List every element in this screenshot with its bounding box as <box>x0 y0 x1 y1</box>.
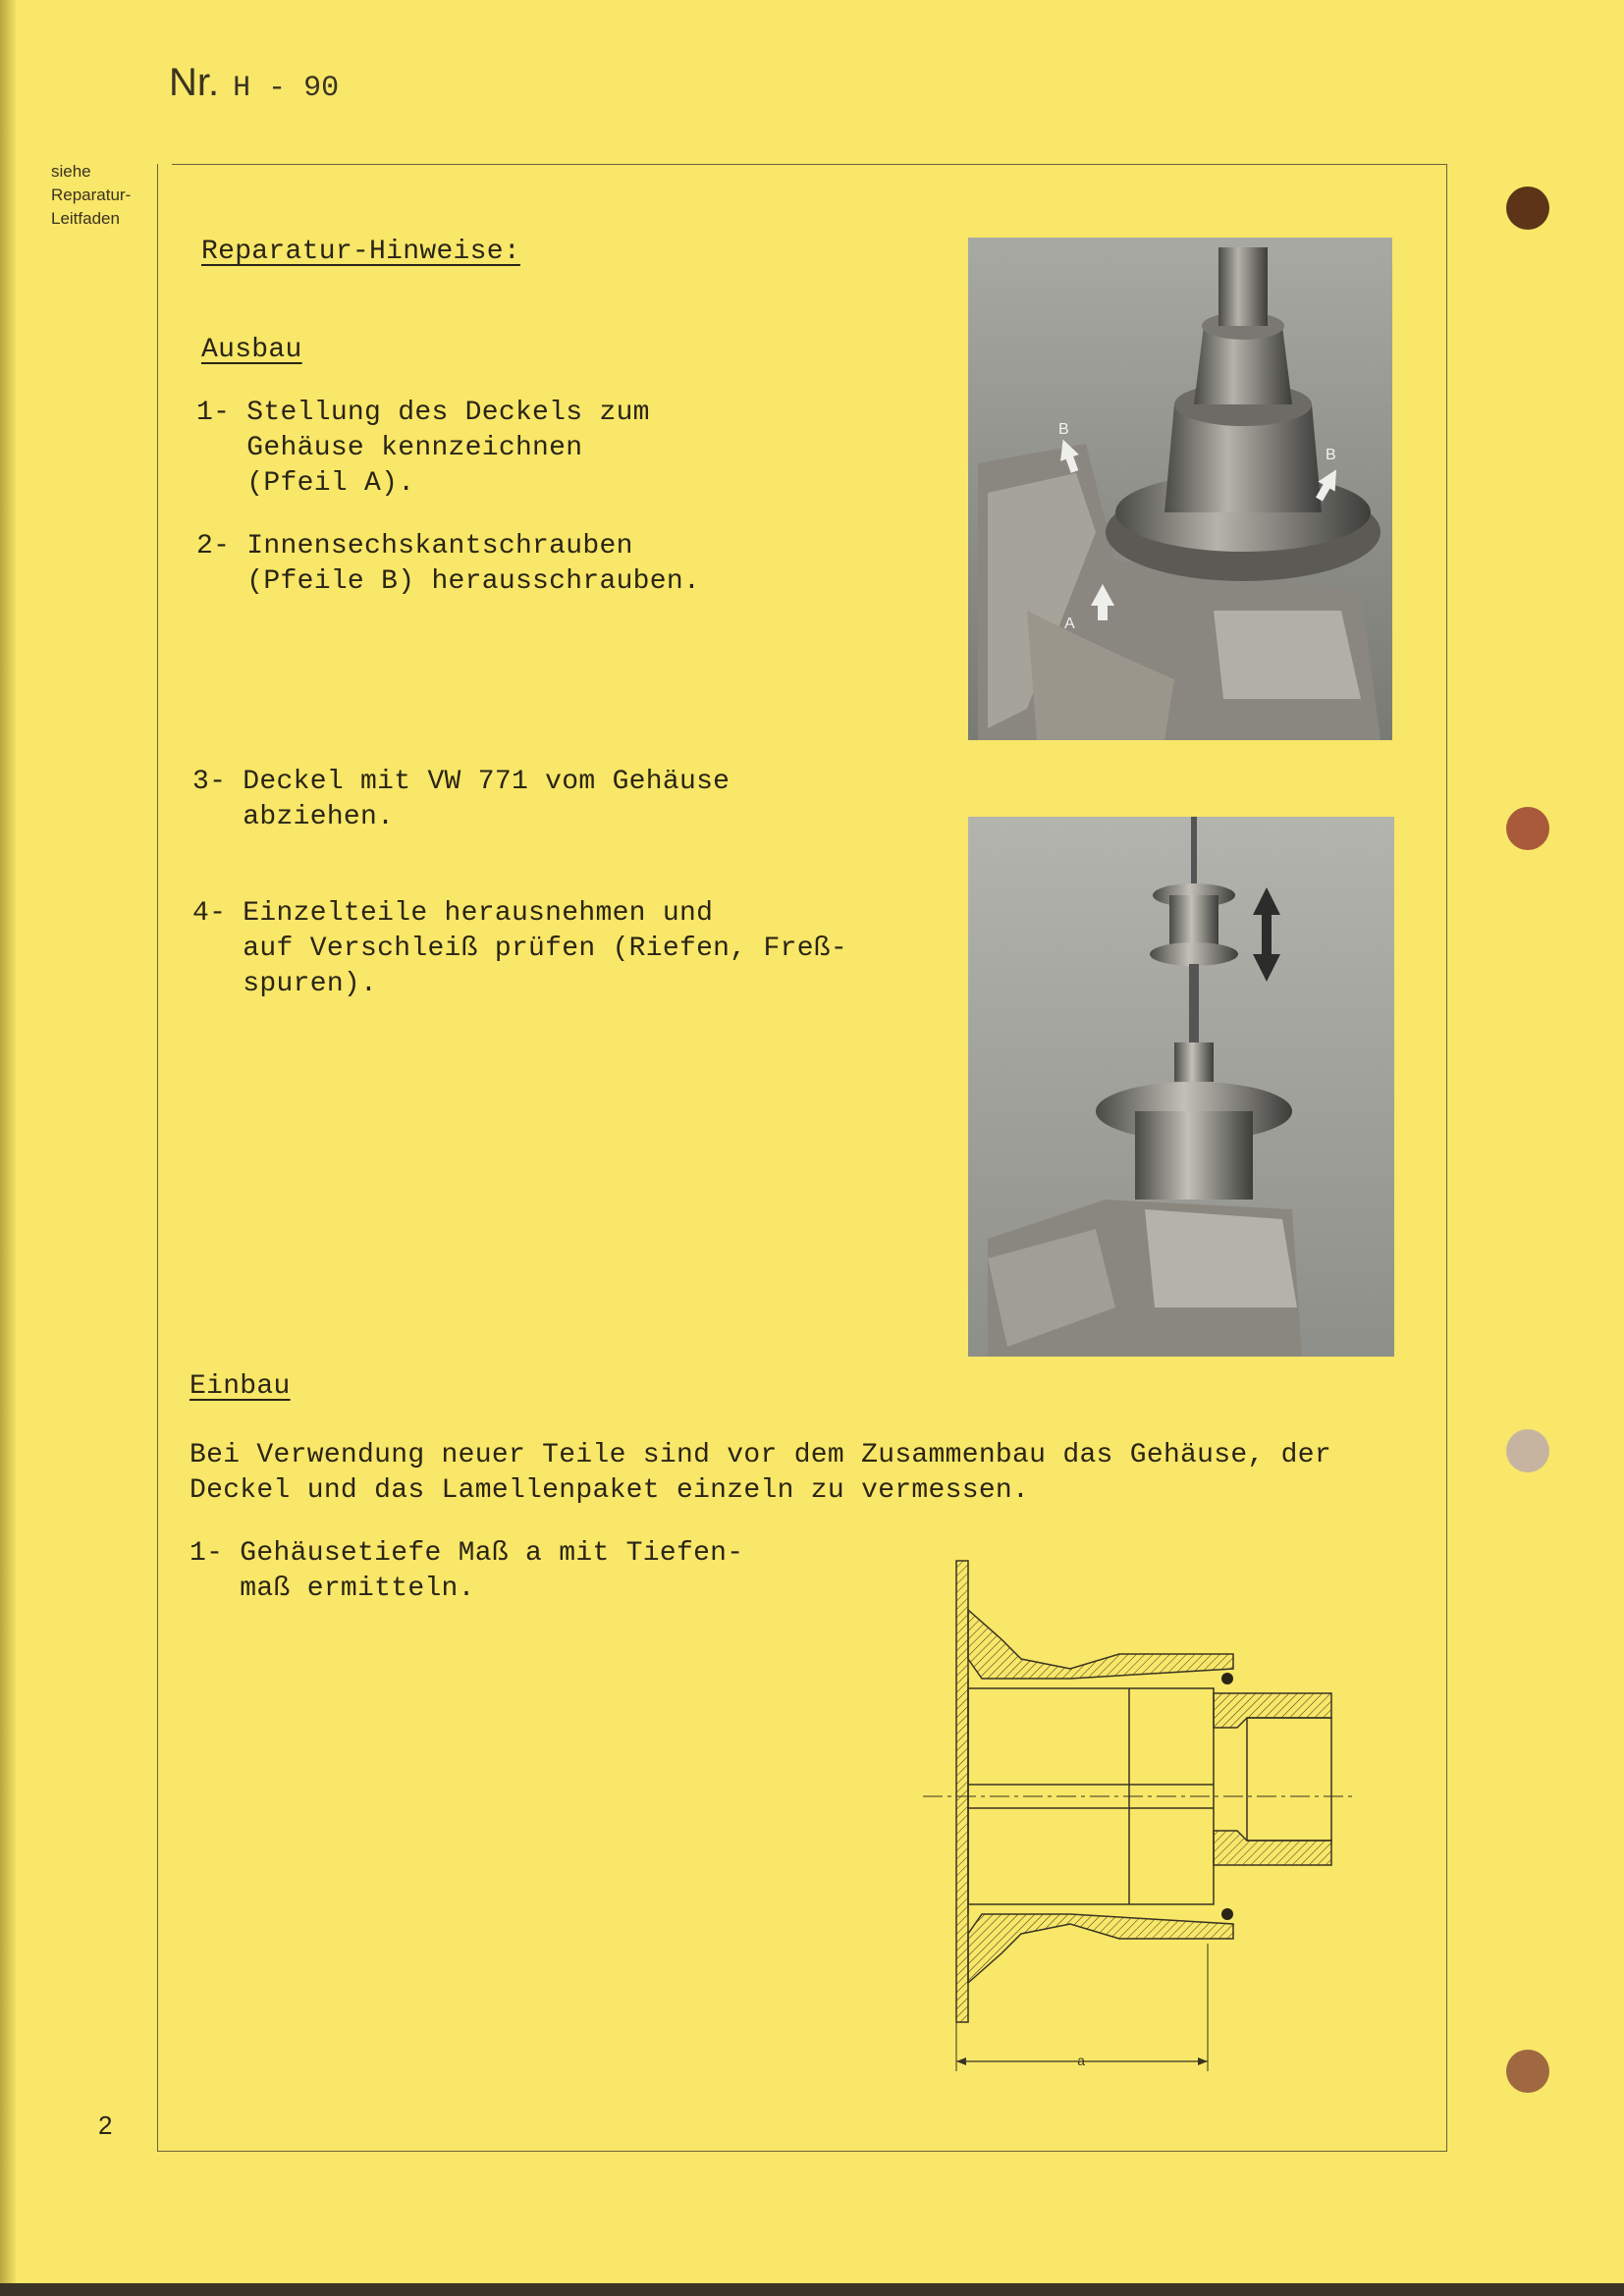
ausbau-step-3-line-2: abziehen. <box>192 802 395 832</box>
sidenote-line-3: Leitfaden <box>51 209 120 228</box>
side-note <box>51 160 169 231</box>
ausbau-heading: Ausbau <box>201 335 302 365</box>
binder-hole-3 <box>1506 1429 1549 1472</box>
einbau-step-1-line-2: maß ermitteln. <box>189 1574 475 1604</box>
binder-hole-1 <box>1506 187 1549 230</box>
page-edge-shadow <box>0 0 16 2296</box>
einbau-intro-line-1: Bei Verwendung neuer Teile sind vor dem Zusammenbau das Gehäuse, der <box>189 1440 1331 1470</box>
photo-parts-removed <box>968 817 1394 1357</box>
ausbau-step-2-line-1: 2- Innensechskantschrauben <box>196 531 633 561</box>
photo-label-b-right: B <box>1326 447 1336 463</box>
section-title: Reparatur-Hinweise: <box>201 237 520 267</box>
einbau-heading: Einbau <box>189 1371 291 1402</box>
nr-value: H - 90 <box>233 72 340 105</box>
content-frame-top-rule <box>172 164 1446 165</box>
binder-hole-4 <box>1506 2050 1549 2093</box>
ausbau-step-4-line-3: spuren). <box>192 969 378 999</box>
page-bottom-edge <box>0 2283 1624 2296</box>
housing-cross-section-drawing <box>923 1551 1355 2101</box>
nr-label: Nr. <box>169 61 220 104</box>
ausbau-step-1-line-1: 1- Stellung des Deckels zum <box>196 398 650 428</box>
document-number <box>169 61 339 105</box>
ausbau-step-4-line-1: 4- Einzelteile herausnehmen und <box>192 898 714 929</box>
sidenote-line-1: siehe <box>51 162 91 181</box>
ausbau-step-2-line-2: (Pfeile B) herausschrauben. <box>196 566 701 597</box>
einbau-intro-line-2: Deckel und das Lamellenpaket einzeln zu vermessen. <box>189 1475 1030 1506</box>
ausbau-step-1-line-3: (Pfeil A). <box>196 468 415 499</box>
photo-cover-on-housing <box>968 238 1392 740</box>
dimension-label-a: a <box>1077 2055 1086 2070</box>
ausbau-step-3-line-1: 3- Deckel mit VW 771 vom Gehäuse <box>192 767 731 797</box>
binder-hole-2 <box>1506 807 1549 850</box>
einbau-step-1-line-1: 1- Gehäusetiefe Maß a mit Tiefen- <box>189 1538 744 1569</box>
photo-label-a: A <box>1064 615 1075 632</box>
sidenote-line-2: Reparatur- <box>51 186 132 204</box>
ausbau-step-1-line-2: Gehäuse kennzeichnen <box>196 433 583 463</box>
ausbau-step-4-line-2: auf Verschleiß prüfen (Riefen, Freß- <box>192 934 848 964</box>
page-number: 2 <box>98 2110 113 2140</box>
photo-label-b-left: B <box>1058 421 1069 438</box>
